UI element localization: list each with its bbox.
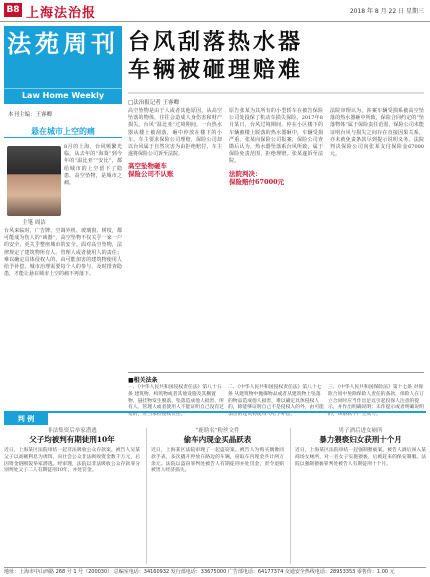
column-intro: 8月的上海，台风频繁光临。从去年的“海葵”到今年的“温比亚”“安比”，都给城市的上空留下了隐患。高空坠物，是城市之痛。 xyxy=(64,144,122,187)
headline-rule xyxy=(128,92,424,94)
brand-subtitle: Law Home Weekly xyxy=(4,88,122,103)
story-title: 暴力猥亵妇女获刑十个月 xyxy=(319,435,402,444)
issue-date: 2018 年 8 月 22 日 星期三 xyxy=(349,8,424,15)
story-title: 父子均被判有期徒刑10年 xyxy=(29,435,115,444)
story-1 xyxy=(4,428,140,564)
article-paragraph-2: 原告张某为其所有的小型轿车在被告保险公司处投保了机动车损失保险。2017年8月某日，台风过境期间，停在小区楼下的车辆被楼上脱落的热水器砸中，车辆受损严重。张某向保险公司报案，保险公司查勘后认为，热水器坠落系台风所致，属于保险免责范围，拒绝理赔。张某遂诉至法院。 xyxy=(229,108,323,165)
column-section xyxy=(4,26,122,370)
story-kicker: 非法集资后举家潜逃 xyxy=(47,428,97,434)
section-tag: 判 例 xyxy=(4,413,48,425)
law-item: 三、《中华人民共和国保险法》第十七条 对保险合同中免除保险人责任的条款，保险人在订立合同时应当作出足以引起投保人注意的提示，并作出明确说明；未作提示或者明确说明的，该条款不产生效力。 xyxy=(328,385,424,418)
article-paragraph-3: 法院审理认为，涉案车辆受损系被高空坠落的热水器砸中所致，保险合同约定的“坠落物体”属于保险责任范围，保险公司未能证明台风与损失之间存在直接因果关系，亦未就免责条款尽到提示说明义务。法院判决保险公司向张某支付保险金67000元。 xyxy=(330,108,424,158)
story-kicker: 男子酒后进女厕所 xyxy=(338,428,383,434)
section-band xyxy=(4,411,426,425)
story-kicker: “鹿晗名”粉丝文件 xyxy=(195,428,240,434)
column-body: 台风来临时，广告牌、空调外机、玻璃窗、树枝，都可能成为伤人的“凶器”。高空坠物不仅关乎一家一户的安全，更关乎整座城市的安全。面对高空坠物，法律规定了建筑物所有人、管理人或者使用人的责任；难以确定具体侵权人的，由可能加害的建筑物使用人给予补偿。城市治理需要每个人的参与，及时排查隐患，才能让悬在城市上空的痛不再落下。 xyxy=(4,228,122,278)
article-column-2 xyxy=(229,108,323,189)
brand-title: 法苑周刊 xyxy=(7,29,119,58)
editor-credit: 本刊主编：王睿卿 xyxy=(8,112,53,118)
law-item: 一、《中华人民共和国侵权责任法》第八十五条 建筑物、构筑物或者其他设施及其搁置物、悬挂物发生脱落、坠落造成他人损害，所有人、管理人或者使用人不能证明自己没有过错的，应当承担侵权责任。 xyxy=(128,385,224,418)
related-laws xyxy=(128,372,424,418)
story-2 xyxy=(146,428,284,564)
article-subhead-1: 高空坠物砸车 保险公司不认账 xyxy=(128,162,174,179)
story-3 xyxy=(290,428,426,564)
author-portrait xyxy=(7,146,61,216)
story-title: 偷车内现金买晶跃表 xyxy=(183,435,252,444)
headline-line-2: 车辆被砸理赔难 xyxy=(128,57,304,83)
article-byline: □法治报记者 王睿卿 xyxy=(128,100,179,106)
article-column-3 xyxy=(330,108,424,158)
portrait-caption: 主笔 周洁 xyxy=(22,220,46,226)
masthead xyxy=(0,0,430,22)
story-body: 近日，上海某区法院审结一起强制猥亵案。被告人酒后闯入某商场女厕所，对一名女子实施猥亵，后被赶来的保安制服。法院以强制猥亵罪判处被告人有期徒刑十个月。 xyxy=(295,448,426,467)
column-title: 悬在城市上空的痛 xyxy=(4,124,122,138)
laws-title: ■相关法条 xyxy=(128,377,158,384)
article-column-1 xyxy=(128,108,222,181)
newspaper-name: 上海法治报 xyxy=(26,6,97,21)
article-subhead-2: 法院判决： 保险赔付67000元 xyxy=(229,169,285,186)
main-headline xyxy=(128,28,424,84)
page-footer: 地址：上海市中山西路 268 号 1 号（200030） 总编室电话：34160932 发行部电话：33675000 广告部电话：64177374 交通安全热线电话：28953353 零售价：1.00 元 xyxy=(4,567,426,576)
story-body: 近日，上海某区法院审结一起非法吸收公众存款案。被告人吴某父子以高额利息为诱饵，向社会公众非法吸收资金数千万元，后因资金链断裂举家潜逃。经审理，法院以非法吸收公众存款罪分别判处父子二人有期徒刑10年，并处罚金。 xyxy=(4,448,140,474)
story-body: 近日，上海某区法院审理了一起盗窃案。被告人为购买偶像同款手表，多次撬开停放在路边的车辆，窃取车内现金共计两万余元。法院以盗窃罪判处被告人有期徒刑并处罚金，责令退赔被害人经济损失。 xyxy=(151,448,284,474)
headline-line-1: 台风刮落热水器 xyxy=(128,29,304,55)
article-body xyxy=(128,108,424,366)
law-item: 二、《中华人民共和国侵权责任法》第八十七条 从建筑物中抛掷物品或者从建筑物上坠落的物品造成他人损害，难以确定具体侵权人的，除能够证明自己不是侵权人的外，由可能加害的建筑物使用人给予补偿。 xyxy=(228,385,324,418)
article-paragraph-1: 高空坠物是由于人或者其他原因，从高空坠落的物体，往往会造成人身伤害和财产损失。台风“温比亚”过境期间，一台热水器从楼上被刮落，砸中停放在楼下的小车。车主要求保险公司理赔，保险公司却以台风属于自然灾害为由拒绝赔付，车主遂将保险公司诉至法院。 xyxy=(128,108,222,158)
page-code: B8 xyxy=(4,3,22,17)
brand-block xyxy=(4,26,122,104)
